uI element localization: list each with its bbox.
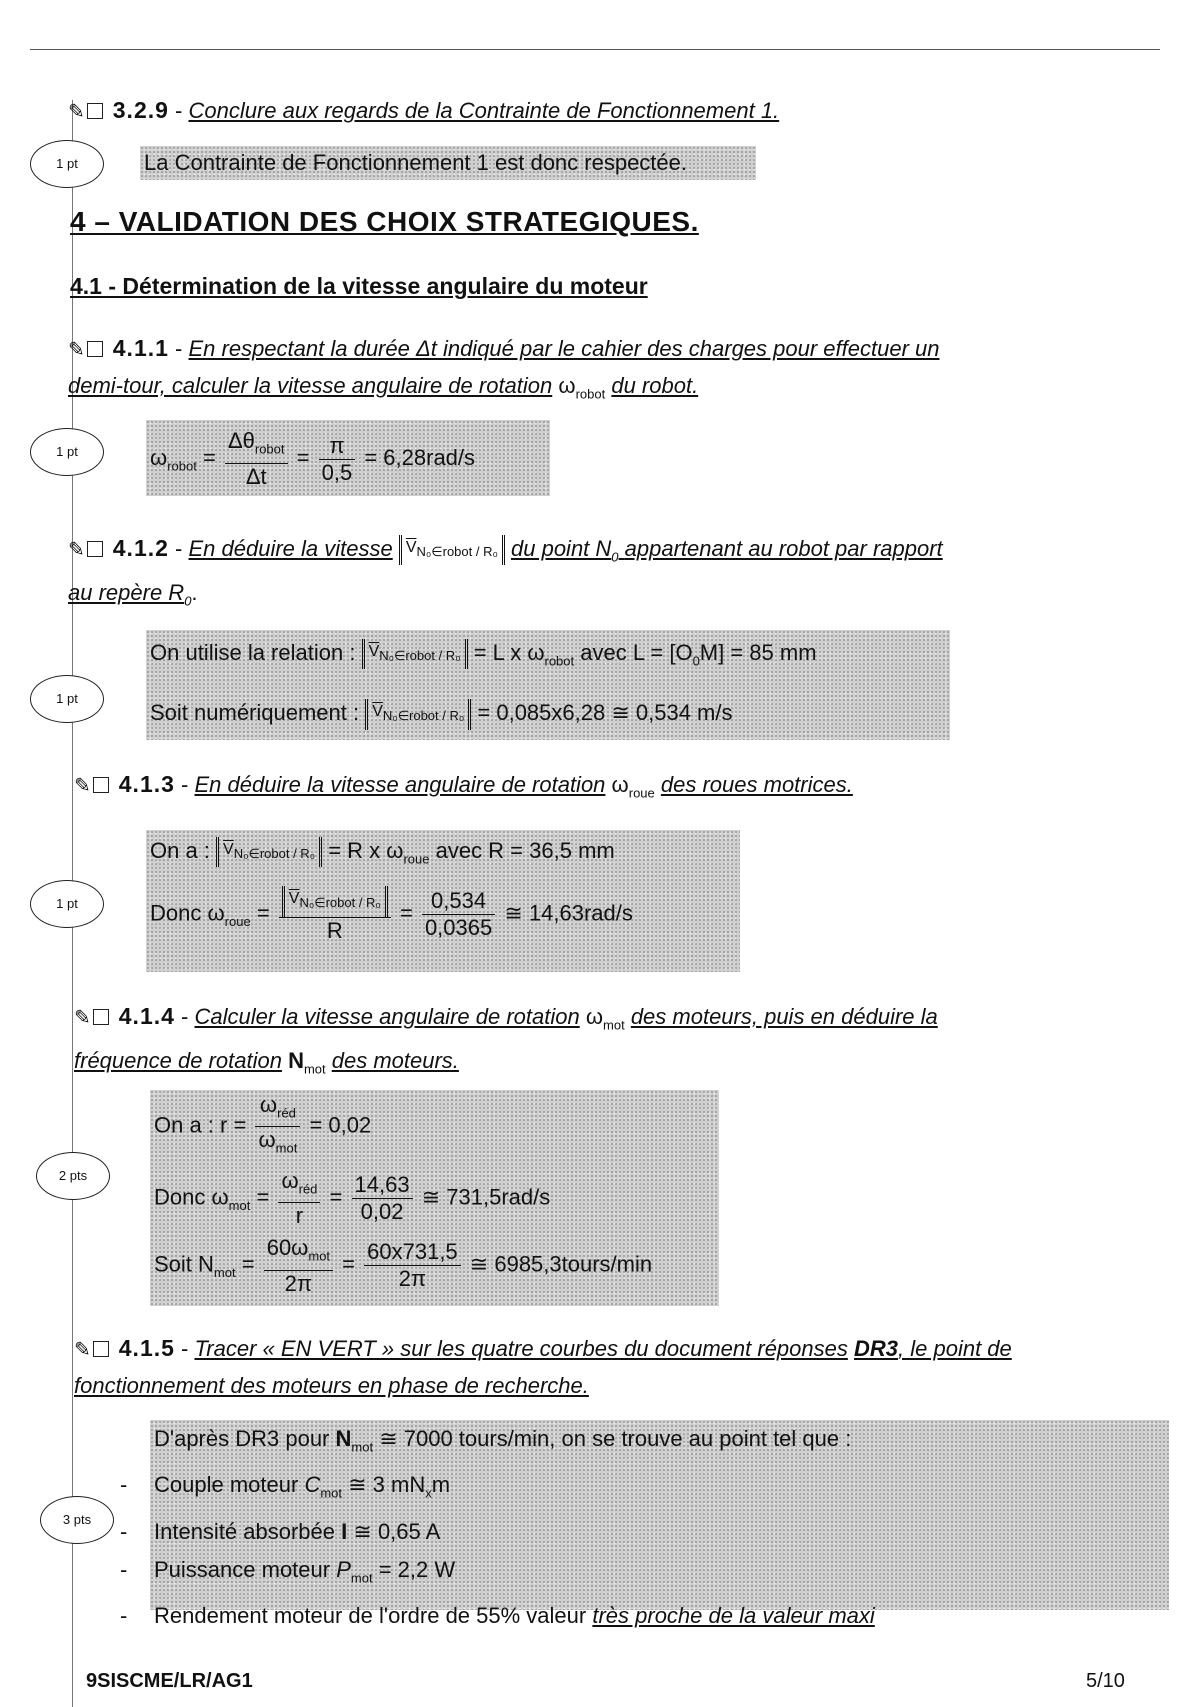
checkbox-icon [87, 341, 103, 357]
checkbox-icon [93, 777, 109, 793]
points-badge: 1 pt [30, 880, 104, 928]
pencil-icon: ✎ [68, 339, 85, 361]
footer-code: 9SISCME/LR/AG1 [86, 1670, 253, 1692]
points-badge: 2 pts [36, 1152, 110, 1200]
answer-3-2-9: La Contrainte de Fonctionnement 1 est donc respectée. [140, 146, 756, 180]
points-badge: 3 pts [40, 1496, 114, 1544]
answer-4-1-3: On a : $\overline{V}_{N_0\in robot / R_0} = R$ x $\omega_{roue}$ avec R = 36,5 mm Donc $\omega_{roue}$ = $\frac{\overline{V}_{N_0\in robot / R_0}}{R}$ = $\frac{0,534}{0,0365}$ ≅ 14,63rad/s [146, 830, 740, 972]
checkbox-icon [87, 103, 103, 119]
question-4-1-1: ✎ 4.1.1 - En respectant la durée Δt indiqué par le cahier des charges pour effectuer un demi-tour, calculer la vitesse angulaire de rotation $\omega_{robot}$ du robot. [68, 335, 940, 402]
velocity-norm: $\overline{V}_{N_0\in robot / R_0}$ [399, 535, 505, 565]
pencil-icon: ✎ [74, 1339, 91, 1361]
pencil-icon: ✎ [68, 539, 85, 561]
checkbox-icon [93, 1341, 109, 1357]
checkbox-icon [93, 1009, 109, 1025]
answer-4-1-2: On utilise la relation : $\overline{V}_{N_0\in robot / R_0} = L$ x $\omega_{robot}$ avec $L = [O_0M] = 85$ mm Soit numériquement : $\overline{V}_{N_0\in robot / R_0} = 0,085x6,28$ ≅ 0,534 m/s [146, 630, 950, 740]
question-3-2-9: ✎ 3.2.9 - Conclure aux regards de la Contrainte de Fonctionnement 1. [68, 97, 780, 123]
answer-4-1-4: On a : r = $\frac{\omega_{réd}}{\omega_{mot}}$ = 0,02 Donc $\omega_{mot}$ = $\frac{\omega_{réd}}{r}$ = $\frac{14,63}{0,02}$ ≅ 731,5rad/s Soit $N_{mot}$ = $\frac{60\omega_{mot}}{2\pi}$ = $\frac{60x731,5}{2\pi}$ ≅ 6985,3tours/min [150, 1090, 719, 1306]
section-4-title: 4 – VALIDATION DES CHOIX STRATEGIQUES. [70, 206, 699, 237]
pencil-icon: ✎ [74, 1007, 91, 1029]
section-4-1-title: 4.1 - Détermination de la vitesse angulaire du moteur [70, 273, 648, 299]
points-badge: 1 pt [30, 140, 104, 188]
answer-4-1-1: $\omega_{robot}$ = $\frac{\Delta\theta_{robot}}{\Delta t}$ = $\frac{\pi}{0,5}$ = 6,28rad/s [146, 420, 550, 496]
pencil-icon: ✎ [68, 101, 85, 123]
question-4-1-2: ✎ 4.1.2 - En déduire la vitesse $\overline{V}_{N_0\in robot / R_0}$ du point $N_0$ appartenant au robot par rapport au repère $R_0$. [68, 535, 943, 609]
checkbox-icon [87, 541, 103, 557]
question-4-1-5: ✎ 4.1.5 - Tracer « EN VERT » sur les quatre courbes du document réponses DR3, le point de fonctionnement des moteurs en phase de recherche. [74, 1335, 1012, 1398]
points-badge: 1 pt [30, 675, 104, 723]
page-number: 5/10 [1086, 1670, 1125, 1692]
question-4-1-4: ✎ 4.1.4 - Calculer la vitesse angulaire de rotation $\omega_{mot}$ des moteurs, puis en déduire la fréquence de rotation $N_{mot}$ des moteurs. [74, 1003, 938, 1077]
top-rule [30, 49, 1160, 50]
pencil-icon: ✎ [74, 775, 91, 797]
points-badge: 1 pt [30, 428, 104, 476]
answer-4-1-5: D'après DR3 pour $N_{mot}$ ≅ 7000 tours/min, on se trouve au point tel que : - Couple moteur $C_{mot}$ ≅ 3 $mN_xm$ - Intensité absorbée I ≅ 0,65 A - Puissance moteur $P_{mot} = 2,2$ W - Rendement moteur de l'ordre de 55% valeur très proche de la valeur maxi [150, 1420, 1169, 1610]
question-4-1-3: ✎ 4.1.3 - En déduire la vitesse angulaire de rotation $\omega_{roue}$ des roues motrices. [74, 771, 853, 801]
